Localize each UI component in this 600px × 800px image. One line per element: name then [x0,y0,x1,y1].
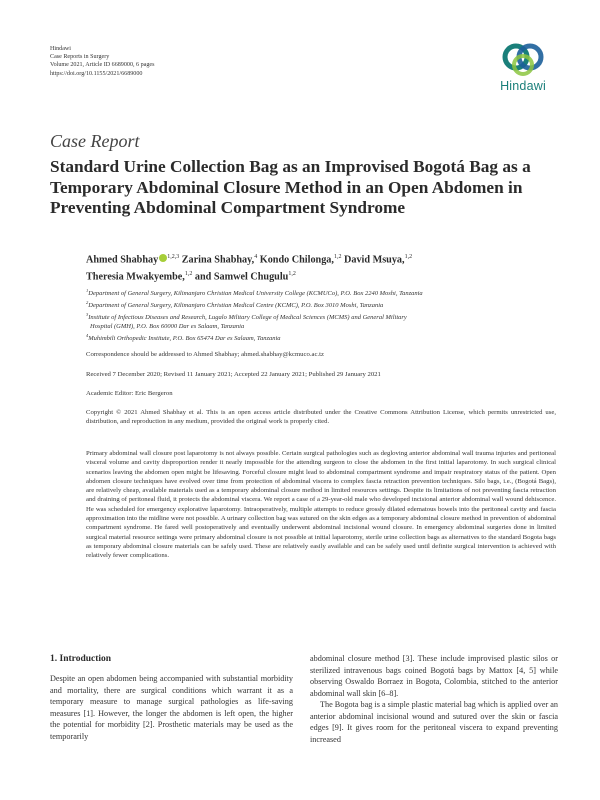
author-sup: 1,2 [288,271,296,278]
intro-right-column [310,653,558,745]
intro-paragraph: abdominal closure method [3]. These include improvised plastic silos or sterilized intravenous bags coined Bogotá bags by Mattox [4, 5] while observing Oswaldo Borraez in Bogota, Colombia, stitched to the anterior abdominal wall skin [6–8]. [310,654,558,698]
doi-link[interactable]: https://doi.org/10.1155/2021/6689000 [50,70,143,77]
copyright-notice: Copyright © 2021 Ahmed Shabhay et al. This is an open access article distributed under the Creative Commons Attribution License, which permits unrestricted use, distribution, and reproduction in any medium, provided the original work is properly cited. [86,409,556,426]
article-type: Case Report [50,131,140,151]
publisher-name: Hindawi [50,46,71,52]
orcid-icon[interactable] [159,254,167,262]
volume-line: Volume 2021, Article ID 6689000, 6 pages [50,62,155,69]
affiliation-item: $^4$Muhimbili Orthopedic Institute, P.O. Box 65474 Dar es Salaam, Tanzania [86,333,281,343]
hindawi-rings-icon [500,41,546,79]
intro-paragraph: The Bogota bag is a simple plastic material bag which is applied over an anterior abdominal incisional wound and sutured over the skin or fascia edges [9]. It gives room for the peritoneal viscera to expand preventing increased [310,700,558,744]
paper-title: Standard Urine Collection Bag as an Improvised Bogotá Bag as a Temporary Abdominal Closure Method in an Open Abdomen in Preventing Abdominal Compartment Syndrome [50,157,531,217]
author-sup: 1,2 [184,271,193,278]
section-heading-introduction: 1. Introduction [50,654,112,664]
author-sup: 1,2 [404,254,413,260]
affiliation-item-continued: Hospital (GMH), P.O. Box 60000 Dar es Salaam, Tanzania [90,323,245,331]
author-name[interactable]: Ahmed Shabhay [86,254,159,266]
academic-editor: Academic Editor: Eric Bergeron [86,390,173,397]
author-name[interactable]: and Samwel Chugulu [194,271,289,283]
affiliation-item: $^1$Department of General Surgery, Kilimanjaro Christian Medical University College (KCMUCo), P.O. Box 2240 Moshi, Tanzania [86,288,423,298]
journal-name: Case Reports in Surgery [50,54,110,61]
intro-paragraph: Despite an open abdomen being accompanied with substantial morbidity and mortality, there are surgical conditions which warrant it as a temporary measure to manage surgical pathologies as life-saving measures [1]. However, the longer the abdomen is left open, the higher the potential for morbidity [2]. Prosthetic materials may be used as the temporarily [50,674,293,741]
author-name[interactable]: David Msuya, [344,254,405,266]
author-sup: 1,2,3 [167,254,180,260]
author-name[interactable]: Theresia Mwakyembe, [86,271,185,283]
affiliation-item: $^2$Department of General Surgery, Kilimanjaro Christian Medical Centre (KCMC), P.O. Box 3010 Moshi, Tanzania [86,300,384,310]
author-name[interactable]: Kondo Chilonga, [259,254,334,266]
correspondence-line: Correspondence should be addressed to Ahmed Shabhay; ahmed.shabhay@kcmuco.ac.tz [86,351,324,358]
author-sup: 1,2 [333,254,342,260]
author-name[interactable]: Zarina Shabhay, [181,254,255,266]
logo-wordmark: Hindawi [500,79,546,93]
abstract: Primary abdominal wall closure post laparotomy is not always possible. Certain surgical pathologies such as degloving anterior abdominal wall trauma injuries and peritoneal visceral volume and cavity disproportion render it nearly impossible for the attending surgeon to close the abdomen in the first initial laparotomy. In such surgical clinical scenarios leaving the abdomen open might be lifesaving. Forceful closure might lead to abdominal compartment syndrome and impair respiratory status of the patient. Open abdomen closure techniques have evolved over time from protection of abdominal viscera to complex fascia retraction prevention techniques. Silo bags, i.e., (Bogotá Bags), are relatively cheap, available materials used as a temporary abdominal closure method in limited resources settings. Despite its limitations of not preventing fascia retraction and draining of peritoneal fluid, it protects the abdominal viscera. We report a case of a 29-year-old male who developed incisional anterior abdominal wall wound dehiscence. He was scheduled for emergency explorative laparotomy. Intraoperatively, multiple attempts to reduce grossly dilated edematous bowels into the peritoneal cavity and fascia approximation into the midline were not possible. A urinary collection bag was sutured on the skin edges as a temporary abdominal closure method in prevention of abdominal compartment syndrome. He fared well postoperatively and eventually underwent abdominal incisional wound closure. In emergency abdominal surgeries done in limited surgical material resource settings were primary abdominal closure is not possible at initial laparotomy, sterile urine collection bags as alternatives to the standard Bogota bags as temporary abdominal closure materials can be safely used. These are relatively easily available and can be safely used until definite surgical intervention is achieved with relatively fewer complications. [86,450,556,560]
affiliations [86,286,556,344]
dates-line: Received 7 December 2020; Revised 11 January 2021; Accepted 22 January 2021; Published 29 January 2021 [86,371,381,378]
hindawi-logo [491,41,555,105]
author-list [86,250,556,285]
affiliation-item: $^3$Institute of Infectious Diseases and Research, Lugalo Military College of Medical Sciences (MCMS) and General Military [86,312,407,322]
journal-meta [50,45,154,78]
intro-left-column [50,673,293,742]
author-sup: 4 [254,254,258,260]
